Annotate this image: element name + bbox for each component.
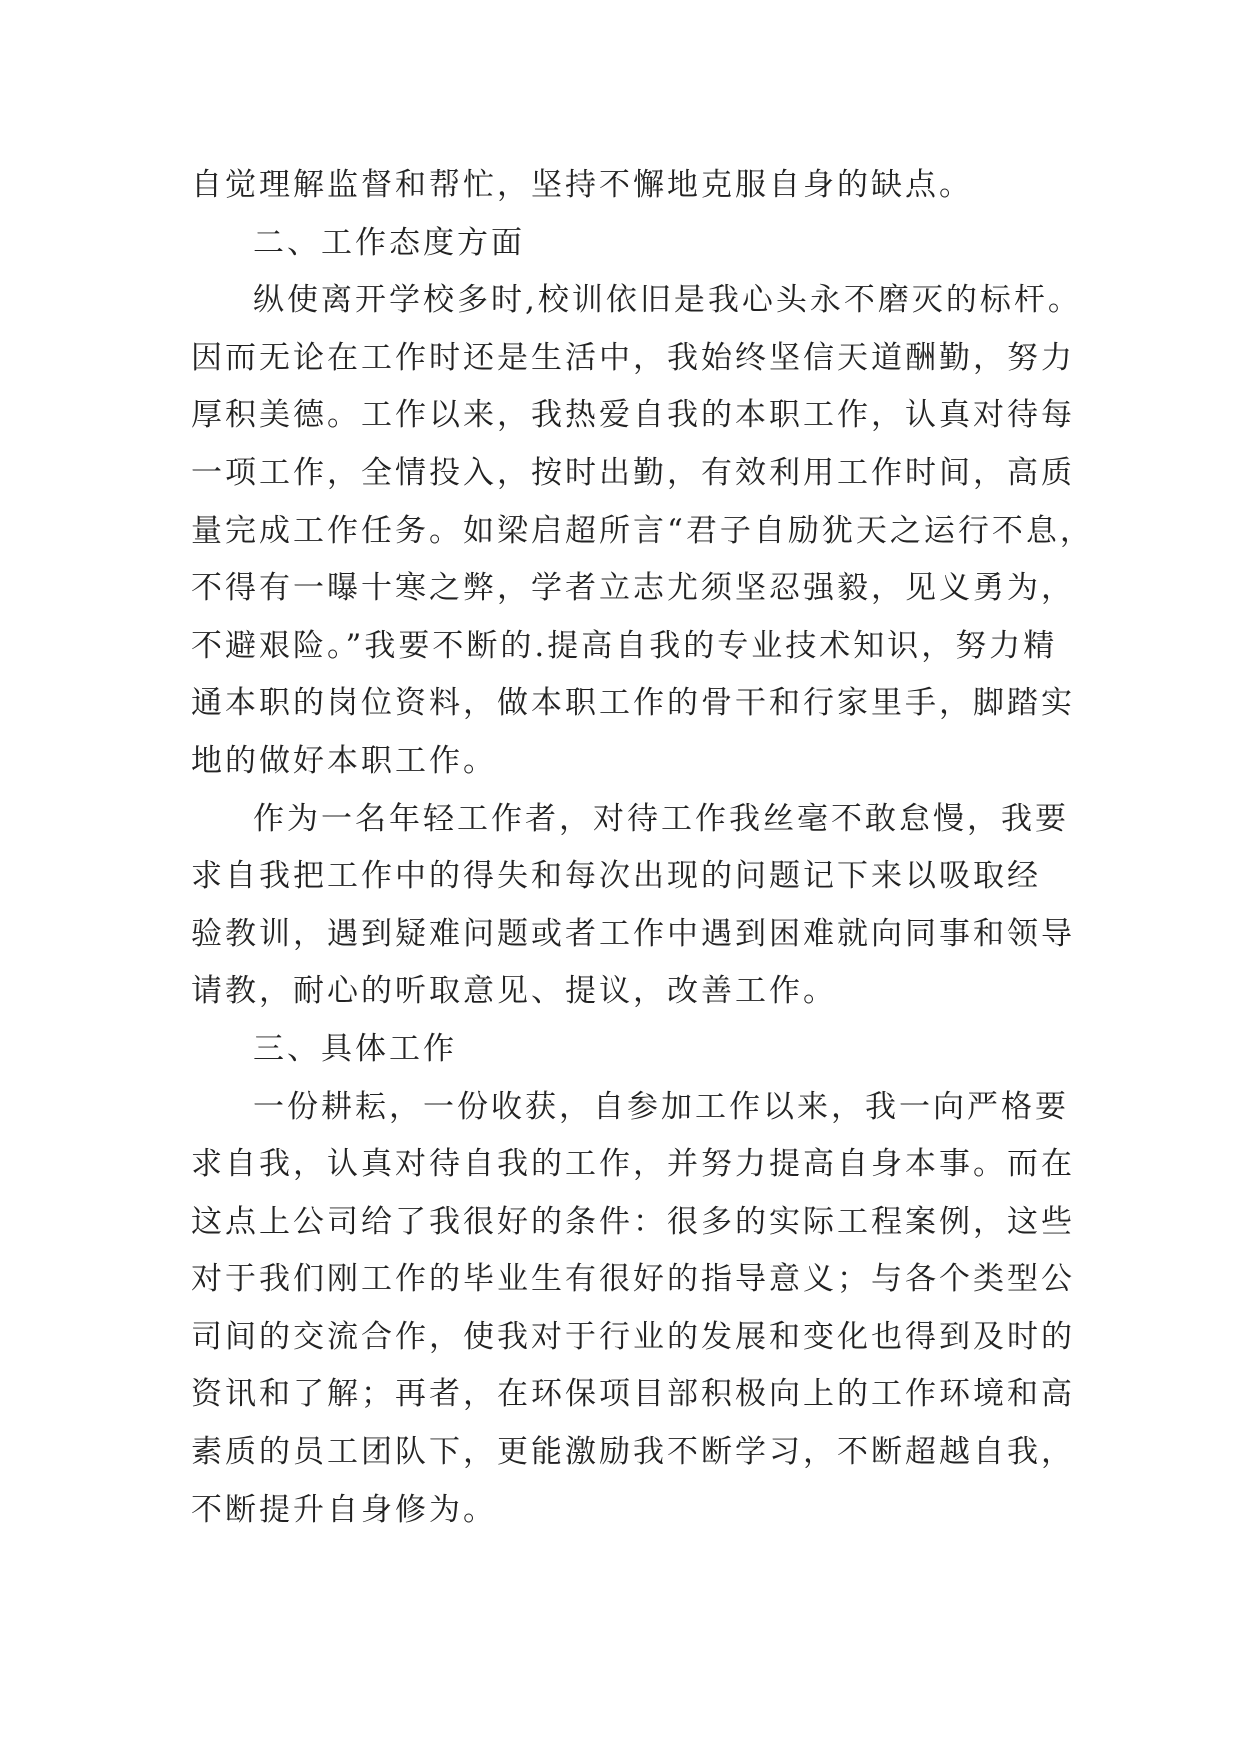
text-line: 地的做好本职工作。 — [191, 742, 497, 779]
text-line: 对于我们刚工作的毕业生有很好的指导意义；与各个类型公 — [191, 1261, 1075, 1298]
section-heading: 二、工作态度方面 — [253, 224, 525, 261]
text-line: 素质的员工团队下，更能激励我不断学习，不断超越自我， — [191, 1434, 1075, 1471]
text-line: 因而无论在工作时还是生活中，我始终坚信天道酬勤，努力 — [191, 339, 1075, 376]
text-line: 通本职的岗位资料，做本职工作的骨干和行家里手，脚踏实 — [191, 685, 1075, 722]
text-line: 作为一名年轻工作者，对待工作我丝毫不敢怠慢，我要 — [253, 800, 1069, 837]
text-line: 不得有一曝十寒之弊，学者立志尤须坚忍强毅，见义勇为， — [191, 570, 1075, 607]
text-line: 自觉理解监督和帮忙，坚持不懈地克服自身的缺点。 — [191, 167, 973, 203]
text-line: 资讯和了解；再者，在环保项目部积极向上的工作环境和高 — [191, 1376, 1075, 1413]
text-line: 这点上公司给了我很好的条件：很多的实际工程案例，这些 — [191, 1203, 1075, 1240]
text-line: 不断提升自身修为。 — [191, 1491, 497, 1528]
text-line: 一项工作，全情投入，按时出勤，有效利用工作时间，高质 — [191, 454, 1075, 491]
text-line: 纵使离开学校多时,校训依旧是我心头永不磨灭的标杆。 — [253, 282, 1082, 319]
text-line: 厚积美德。工作以来，我热爱自我的本职工作，认真对待每 — [191, 397, 1075, 434]
text-line: 求自我把工作中的得失和每次出现的问题记下来以吸取经 — [191, 858, 1041, 895]
text-line: 验教训，遇到疑难问题或者工作中遇到困难就向同事和领导 — [191, 915, 1075, 952]
text-line: 请教，耐心的听取意见、提议，改善工作。 — [191, 973, 837, 1010]
text-line: 一份耕耘，一份收获，自参加工作以来，我一向严格要 — [253, 1088, 1069, 1125]
section-heading: 三、具体工作 — [253, 1030, 457, 1067]
text-line: 求自我，认真对待自我的工作，并努力提高自身本事。而在 — [191, 1146, 1075, 1183]
text-line: 不避艰险。”我要不断的.提高自我的专业技术知识，努力精 — [191, 627, 1058, 664]
text-line: 司间的交流合作，使我对于行业的发展和变化也得到及时的 — [191, 1318, 1075, 1355]
document-body — [191, 157, 1094, 1539]
text-line: 量完成工作任务。如梁启超所言“君子自励犹天之运行不息， — [191, 512, 1094, 549]
